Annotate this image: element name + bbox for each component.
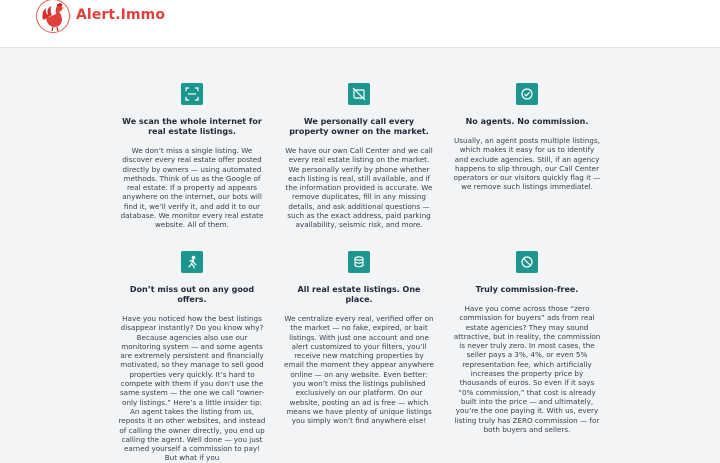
feature-description: Have you come across those “zero commission for buyers” ads from real estate agencies? They may sound attractive, but in reality, the commission is never truly zero. In most cases, the seller pays a 3%, 4%, or even 5% representation fee, which artificially increases the property price by thousands of euros. So even if it says “0% commission,” that cost is already built into the price — and ultimately, you’re the one paying it. With us, every listing truly has ZERO commission — for both buyers and sellers. xyxy=(453,304,601,434)
scan-icon xyxy=(181,83,203,105)
feature-internet-scan xyxy=(117,83,267,230)
feature-title: Don’t miss out on any good offers. xyxy=(129,285,255,304)
feature-all-listings xyxy=(284,251,434,426)
site-header xyxy=(0,0,720,48)
feature-title: We scan the whole internet for real estate listings. xyxy=(122,117,262,136)
feature-title: No agents. No commission. xyxy=(465,117,589,126)
feature-no-agents xyxy=(452,83,602,192)
feature-description: We centralize every real, verified offer on the market — no fake, expired, or bait listings. With just one account and one alert customized to your filters, you’ll receive new matching properties by email the moment they appear anywhere online — on any website. Even better: you won’t miss the listings published exclusively on our platform. On our website, posting an ad is free — which means we have plenty of unique listings you simply won’t find anywhere else! xyxy=(284,314,434,426)
running-person-icon xyxy=(181,251,203,273)
brand-name[interactable]: Alert.Immo xyxy=(76,7,166,23)
feature-description: Have you noticed how the best listings disappear instantly? Do you know why? Because agencies also use our monitoring system — and some agents are extremely persistent and financially motivated, so they manage to sell good properties very quickly. It’s hard to compete with them if you don’t use the same system — the one we call “owner-only listings.” Here’s a little insider tip: An agent takes the listing from us, reposts it on other websites, and instead of calling the owner directly, you end up calling the agent. Well done — you just earned yourself a commission to pay! But what if you xyxy=(118,314,266,463)
feature-title: We personally call every property owner on the market. xyxy=(289,117,429,136)
check-circle-icon xyxy=(516,83,538,105)
feature-title: Truly commission-free. xyxy=(475,285,579,294)
feature-description: We don’t miss a single listing. We discover every real estate offer posted directly by owners — using automated methods. Think of us as the Google of real estate. If a property ad appears anywhere on the internet, our bots will find it, we’ll verify it, and add it to our database. We monitor every real estate website. All of them. xyxy=(120,146,264,230)
database-icon xyxy=(348,251,370,273)
phone-off-icon xyxy=(348,83,370,105)
feature-call-owners xyxy=(284,83,434,230)
feature-description: We have our own Call Center and we call every real estate listing on the market. We personally verify by phone whether each listing is real, still available, and if the information provided is accurate. We remove duplicates, fill in any missing details, and ask additional questions — such as the exact address, paid parking availability, seismic risk, and more. xyxy=(285,146,433,230)
feature-description: Usually, an agent posts multiple listings, which makes it easy for us to identify and exclude agencies. Still, if an agency happens to slip through, our Call Center operators or our visitors quickly flag it — we remove such listings immediatel. xyxy=(453,136,601,192)
prohibited-icon xyxy=(516,251,538,273)
rooster-logo-icon[interactable] xyxy=(36,0,70,33)
feature-title: All real estate listings. One place. xyxy=(297,285,421,304)
feature-dont-miss-offers xyxy=(117,251,267,463)
feature-commission-free xyxy=(452,251,602,434)
